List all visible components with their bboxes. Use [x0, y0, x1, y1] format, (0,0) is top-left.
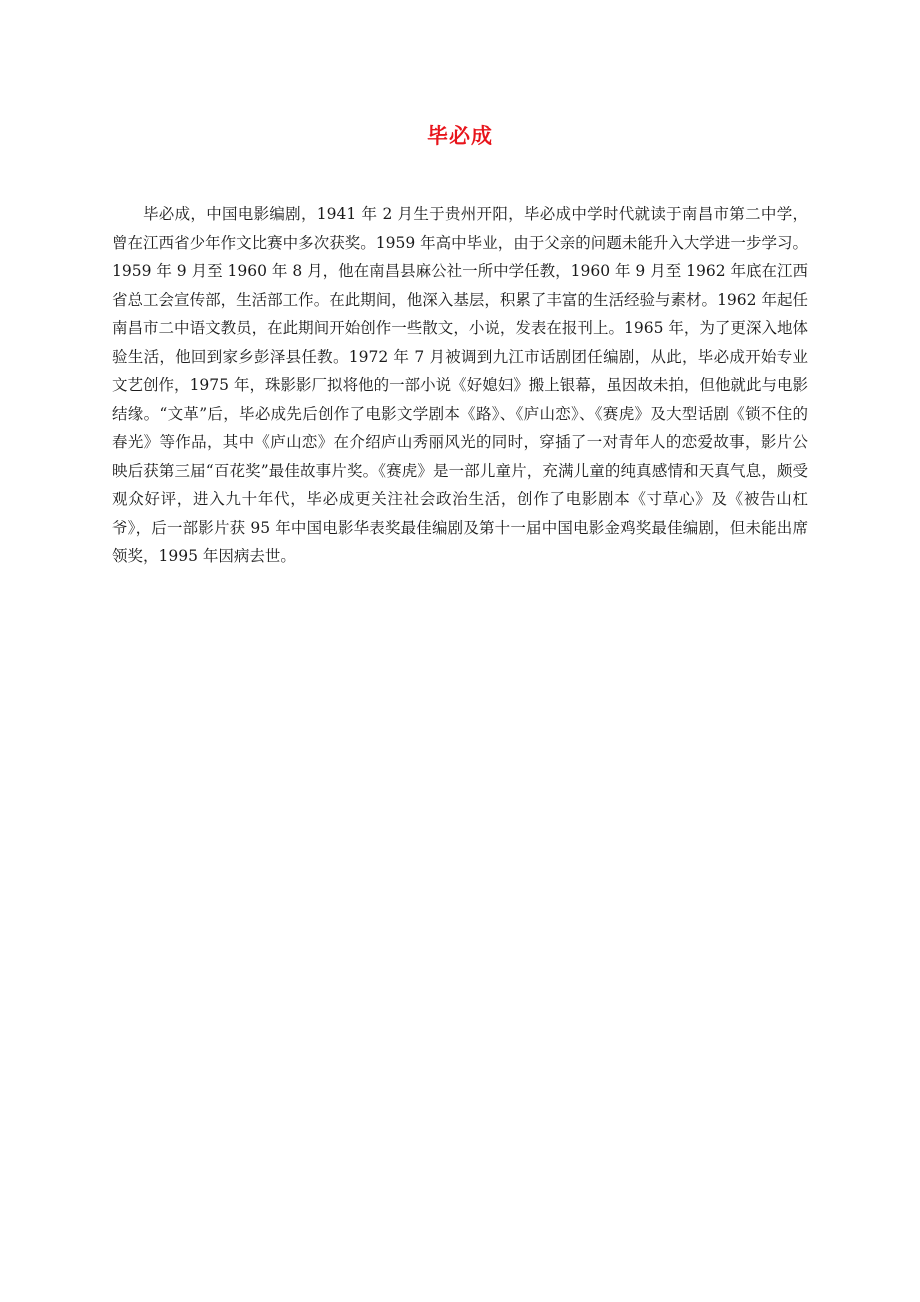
body-paragraph: 毕必成，中国电影编剧，1941 年 2 月生于贵州开阳，毕必成中学时代就读于南昌市第二中学，曾在江西省少年作文比赛中多次获奖。1959 年高中毕业，由于父亲的问题未能升入大学进一步学习。1959 年 9 月至 1960 年 8 月，他在南昌县麻公社一所中学任教，1960 年 9 月至 1962 年底在江西省总工会宣传部，生活部工作。在此期间，他深入基层，积累了丰富的生活经验与素材。1962 年起任南昌市二中语文教员，在此期间开始创作一些散文，小说，发表在报刊上。1965 年，为了更深入地体验生活，他回到家乡彭泽县任教。1972 年 7 月被调到九江市话剧团任编剧，从此，毕必成开始专业文艺创作，1975 年，珠影影厂拟将他的一部小说《好媳妇》搬上银幕，虽因故未拍，但他就此与电影结缘。“文革”后，毕必成先后创作了电影文学剧本《路》、《庐山恋》、《赛虎》及大型话剧《锁不住的春光》等作品，其中《庐山恋》在介绍庐山秀丽风光的同时，穿插了一对青年人的恋爱故事，影片公映后获第三届“百花奖”最佳故事片奖。《赛虎》是一部儿童片，充满儿童的纯真感情和天真气息，颇受观众好评，进入九十年代，毕必成更关注社会政治生活，创作了电影剧本《寸草心》及《被告山杠爷》，后一部影片获 95 年中国电影华表奖最佳编剧及第十一届中国电影金鸡奖最佳编剧，但未能出席领奖，1995 年因病去世。	[112, 205, 808, 565]
document-title: 毕必成	[427, 123, 493, 148]
